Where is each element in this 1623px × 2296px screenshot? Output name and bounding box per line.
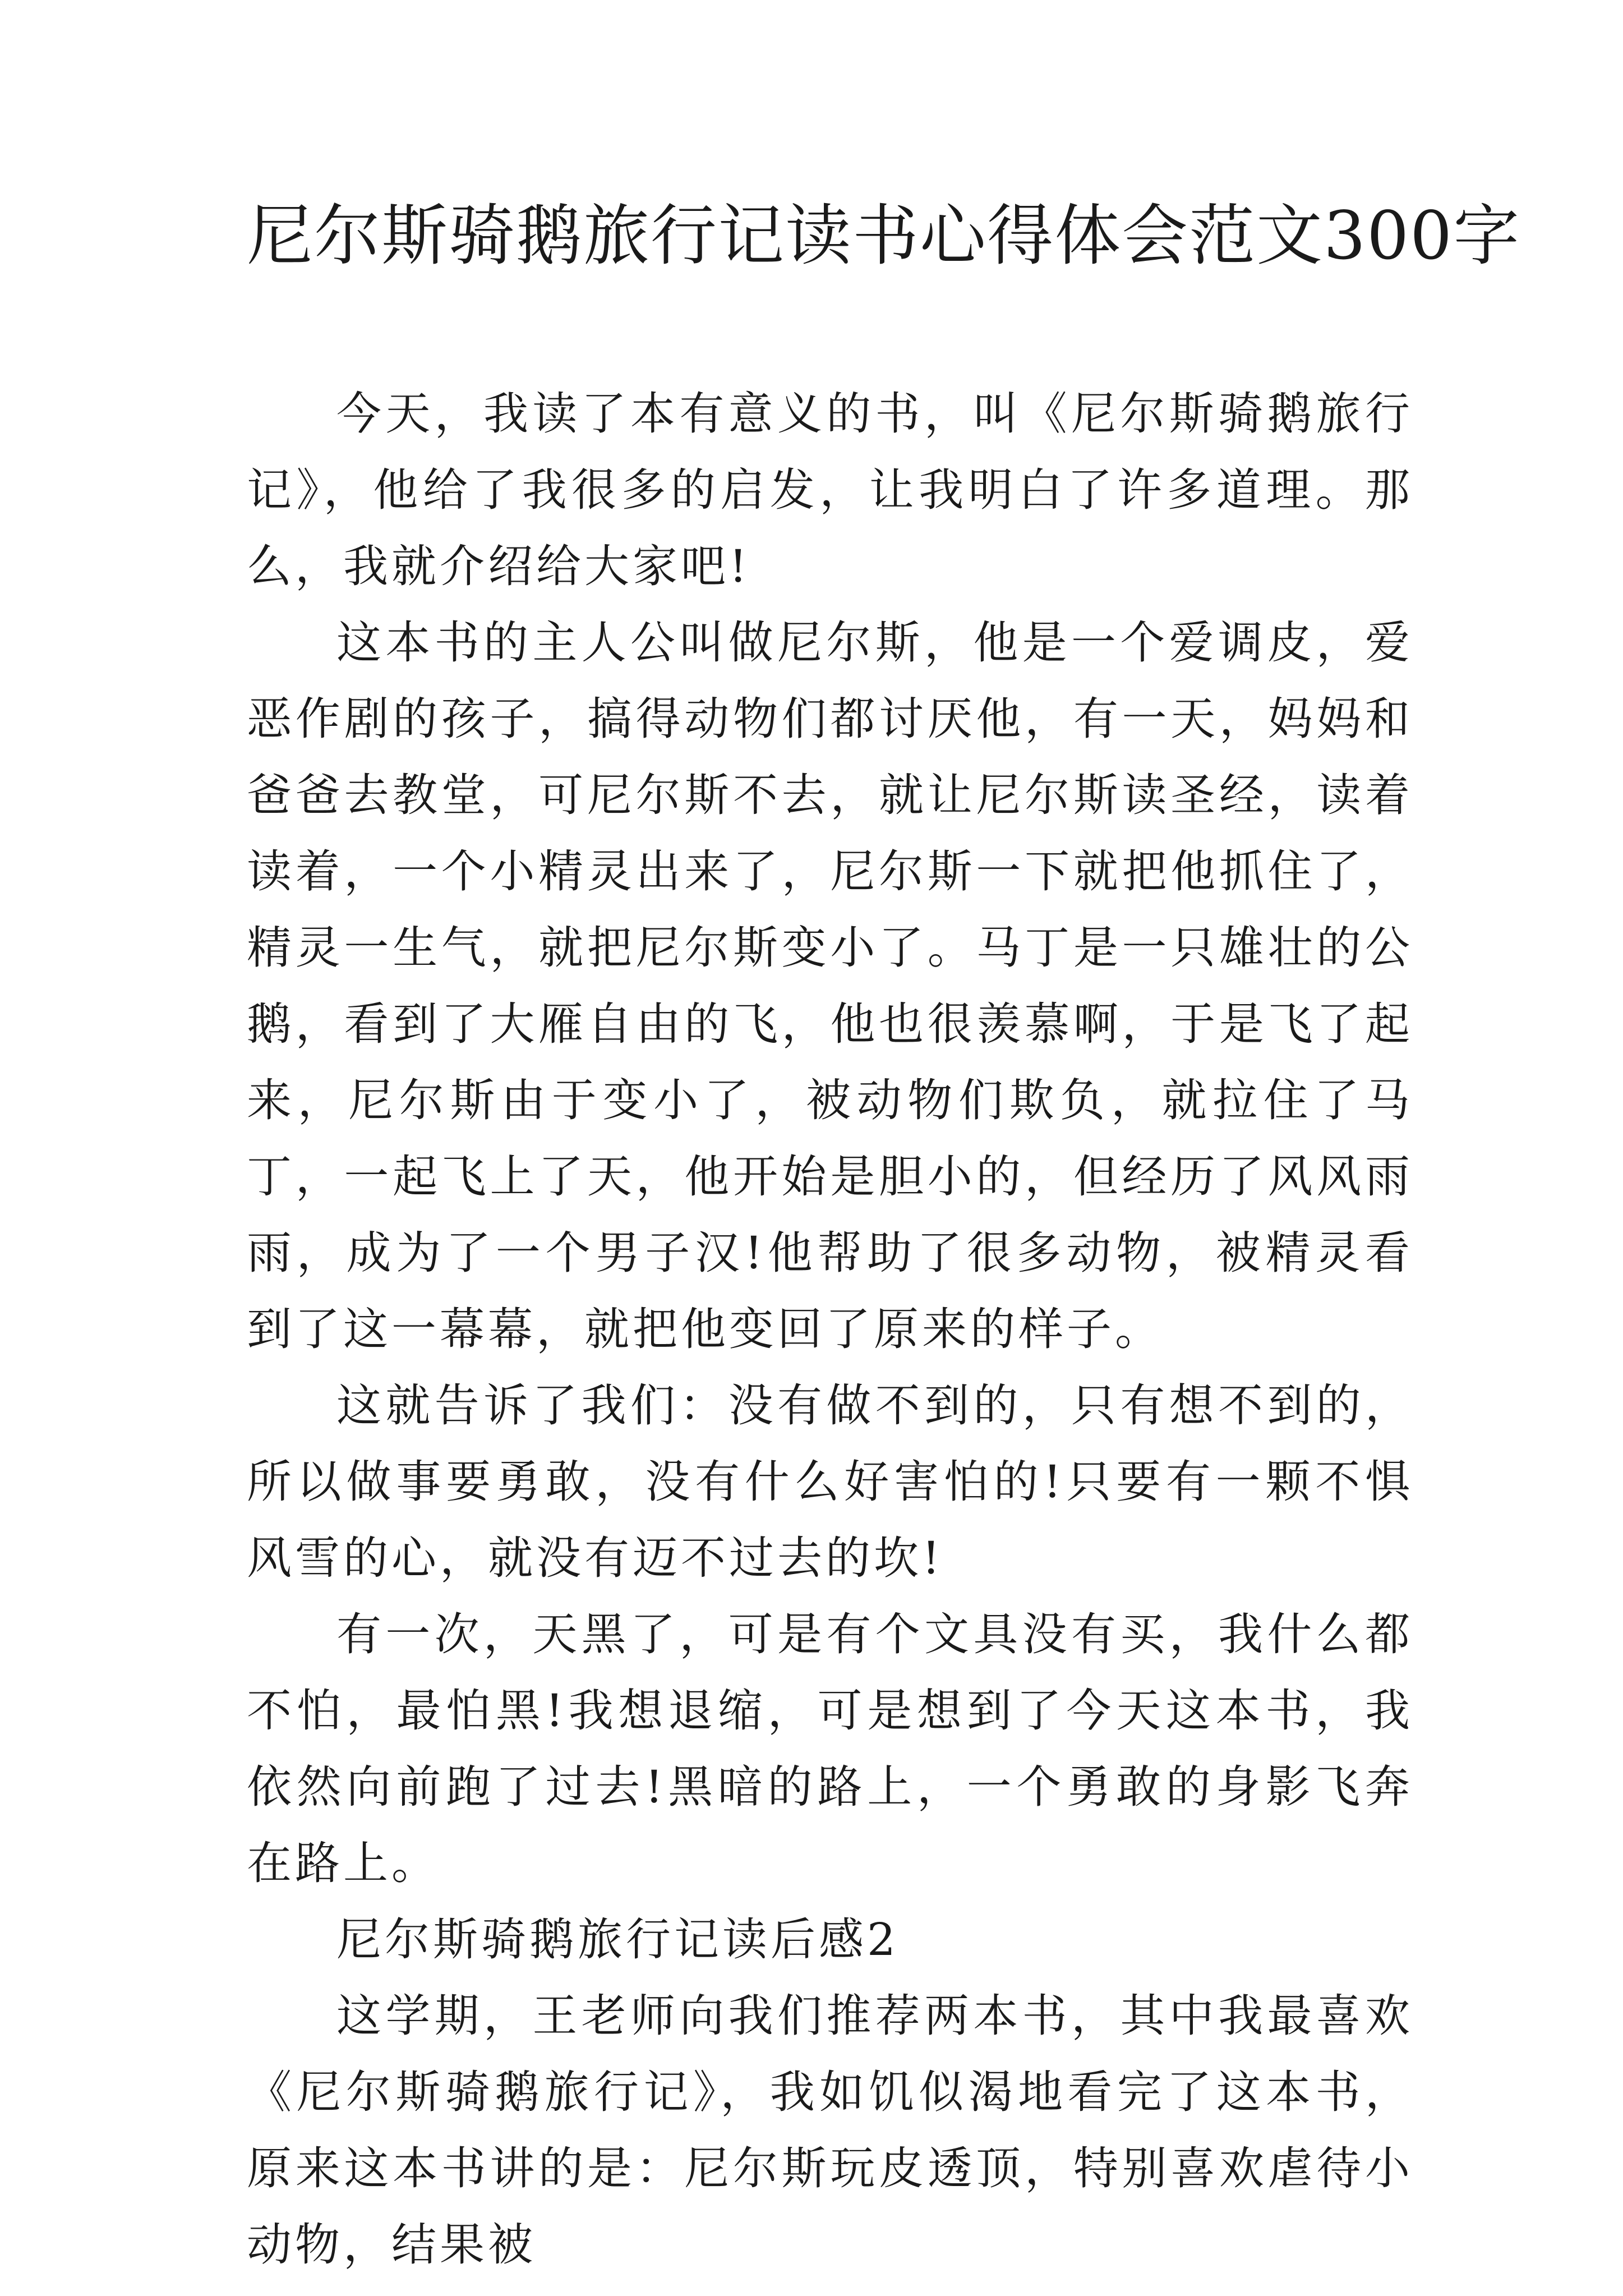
paragraph-personal-story: 有一次，天黑了，可是有个文具没有买，我什么都不怕，最怕黑!我想退缩，可是想到了今天这本书，我依然向前跑了过去!黑暗的路上，一个勇敢的身影飞奔在路上。	[247, 1608, 1413, 1889]
paragraph-second-essay: 这学期，王老师向我们推荐两本书，其中我最喜欢《尼尔斯骑鹅旅行记》，我如饥似渴地看完了这本书，原来这本书讲的是：尼尔斯玩皮透顶，特别喜欢虐待小动物，结果被	[247, 1990, 1413, 2271]
paragraph-plot-summary: 这本书的主人公叫做尼尔斯，他是一个爱调皮，爱恶作剧的孩子，搞得动物们都讨厌他，有一天，妈妈和爸爸去教堂，可尼尔斯不去，就让尼尔斯读圣经，读着读着，一个小精灵出来了，尼尔斯一下就把他抓住了，精灵一生气，就把尼尔斯变小了。马丁是一只雄壮的公鹅，看到了大雁自由的飞，他也很羡慕啊，于是飞了起来，尼尔斯由于变小了，被动物们欺负，就拉住了马丁，一起飞上了天，他开始是胆小的，但经历了风风雨雨，成为了一个男子汉!他帮助了很多动物，被精灵看到了这一幕幕，就把他变回了原来的样子。	[247, 616, 1413, 1355]
paragraph-intro: 今天，我读了本有意义的书，叫《尼尔斯骑鹅旅行记》，他给了我很多的启发，让我明白了许多道理。那么，我就介绍给大家吧!	[247, 388, 1413, 592]
document-title: 尼尔斯骑鹅旅行记读书心得体会范文300字	[247, 197, 1521, 274]
document-body	[247, 376, 1413, 2283]
section-heading: 尼尔斯骑鹅旅行记读后感2	[336, 1913, 899, 1966]
paragraph-lesson: 这就告诉了我们：没有做不到的，只有想不到的，所以做事要勇敢，没有什么好害怕的!只要有一颗不惧风雪的心，就没有迈不过去的坎!	[247, 1379, 1413, 1584]
